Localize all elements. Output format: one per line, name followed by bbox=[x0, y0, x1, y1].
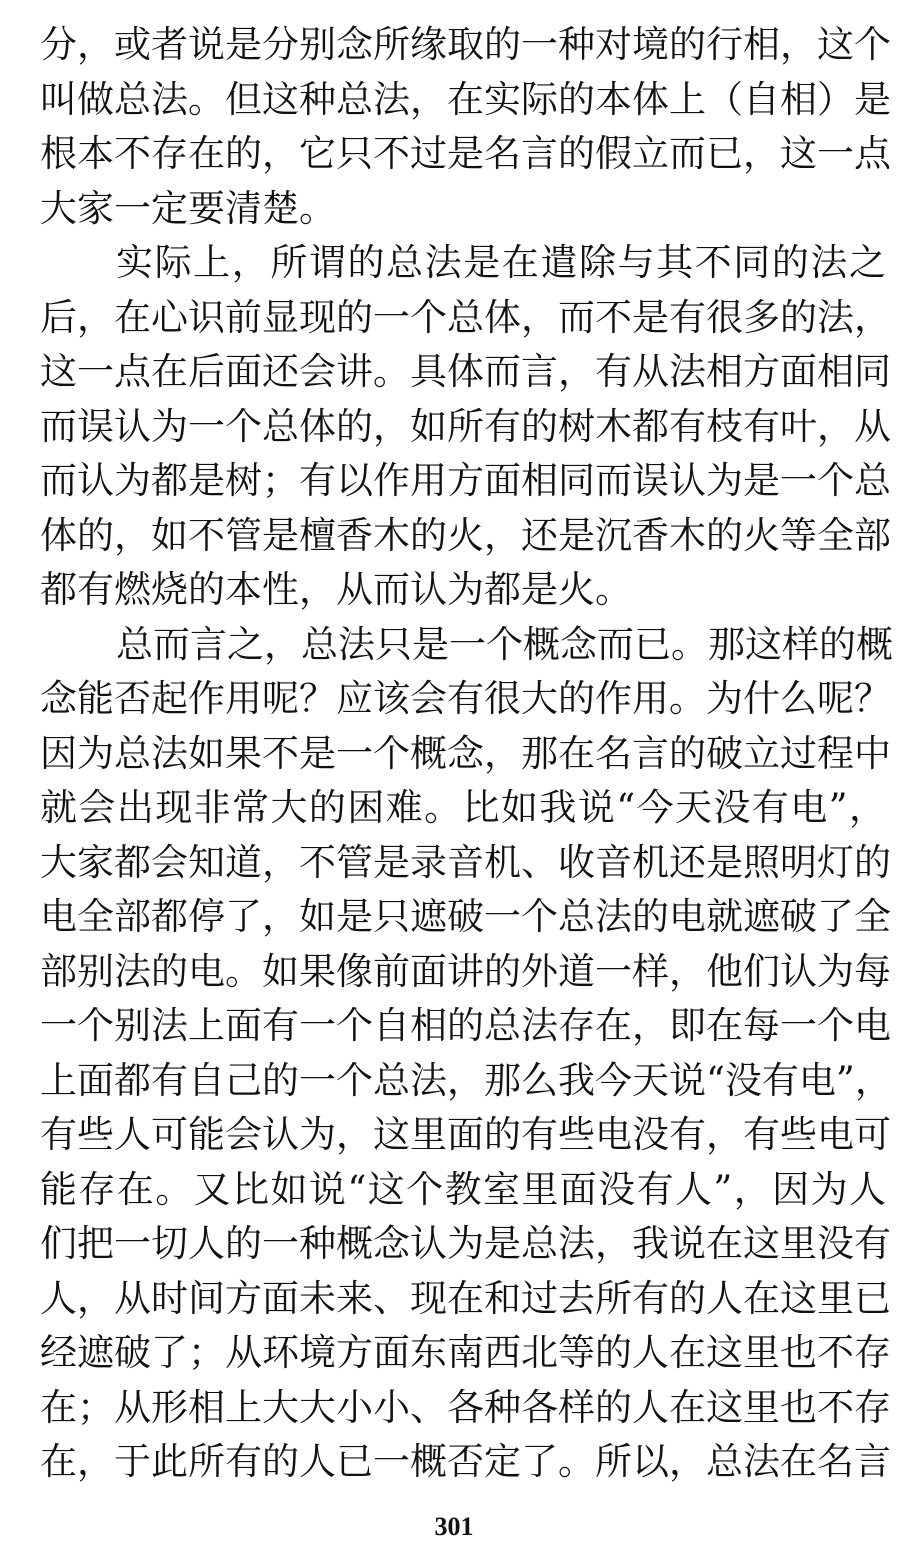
text-line: 在；从形相上大大小小、各种各样的人在这里也不存 bbox=[40, 1385, 891, 1429]
text-line: 上面都有自己的一个总法，那么我今天说“没有电”， bbox=[40, 1058, 892, 1102]
text-line: 后，在心识前显现的一个总体，而不是有很多的法， bbox=[40, 295, 891, 339]
text-line: 就会出现非常大的困难。比如我说“今天没有电”， bbox=[40, 786, 886, 829]
text-line: 人，从时间方面未来、现在和过去所有的人在这里已 bbox=[40, 1276, 891, 1320]
text-line: 有些人可能会认为，这里面的有些电没有，有些电可 bbox=[40, 1113, 891, 1156]
text-line: 根本不存在的，它只不过是名言的假立而已，这一点 bbox=[40, 132, 891, 175]
text-line: 因为总法如果不是一个概念，那在名言的破立过程中 bbox=[40, 731, 891, 775]
text-line: 经遮破了；从环境方面东南西北等的人在这里也不存 bbox=[40, 1331, 891, 1374]
text-line: 都有燃烧的本性，从而认为都是火。 bbox=[40, 568, 632, 611]
text-line: 而误认为一个总体的，如所有的树木都有枝有叶，从 bbox=[40, 404, 891, 448]
text-line: 分，或者说是分别念所缘取的一种对境的行相，这个 bbox=[40, 23, 891, 66]
text-line: 大家都会知道，不管是录音机、收音机还是照明灯的 bbox=[40, 840, 891, 884]
text-line: 在，于此所有的人已一概否定了。所以，总法在名言 bbox=[40, 1440, 891, 1483]
text-line: 体的，如不管是檀香木的火，还是沉香木的火等全部 bbox=[40, 513, 891, 557]
text-line: 而认为都是树；有以作用方面相同而误认为是一个总 bbox=[40, 459, 891, 502]
text-line: 能存在。又比如说“这个教室里面没有人”，因为人 bbox=[40, 1167, 886, 1211]
text-line: 念能否起作用呢？应该会有很大的作用。为什么呢？ bbox=[40, 677, 891, 720]
text-line: 大家一定要清楚。 bbox=[40, 186, 336, 230]
text-line: 叫做总法。但这种总法，在实际的本体上（自相）是 bbox=[40, 77, 891, 121]
text-line: 这一点在后面还会讲。具体而言，有从法相方面相同 bbox=[40, 350, 891, 393]
text-line: 电全部都停了，如是只遮破一个总法的电就遮破了全 bbox=[40, 895, 891, 938]
body-text bbox=[40, 18, 893, 1490]
page-number: 301 bbox=[434, 1512, 474, 1541]
text-line: 一个别法上面有一个自相的总法存在，即在每一个电 bbox=[40, 1004, 891, 1047]
text-line: 总而言之，总法只是一个概念而已。那这样的概 bbox=[116, 622, 893, 666]
text-line: 们把一切人的一种概念认为是总法，我说在这里没有 bbox=[40, 1222, 891, 1265]
text-line: 实际上，所谓的总法是在遣除与其不同的法之 bbox=[116, 241, 886, 284]
text-line: 部别法的电。如果像前面讲的外道一样，他们认为每 bbox=[40, 949, 891, 993]
